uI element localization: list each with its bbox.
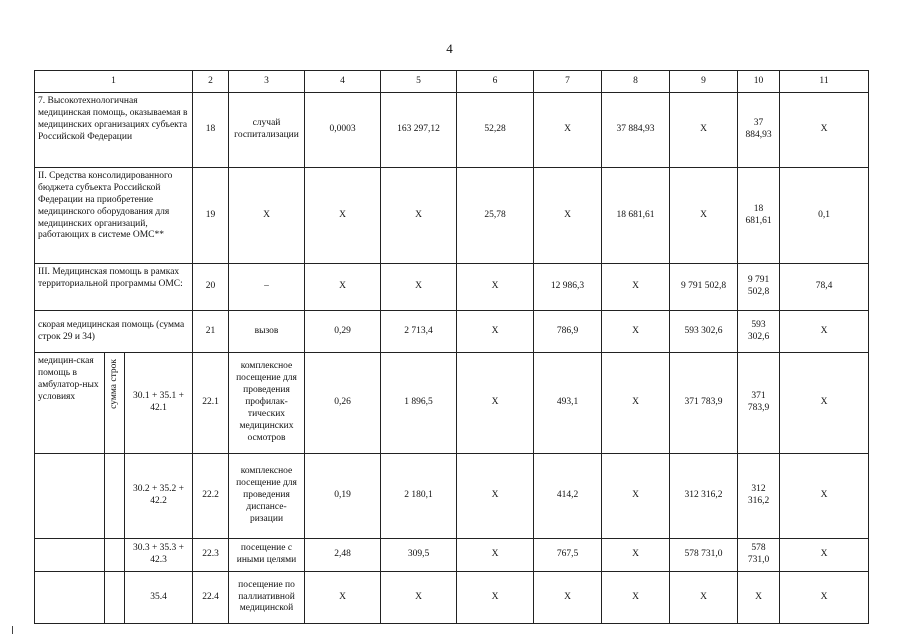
value-cell: X — [305, 264, 381, 311]
value-cell: 0,26 — [305, 353, 381, 454]
value-cell: 0,0003 — [305, 93, 381, 168]
value-cell: 18 681,61 — [738, 168, 780, 264]
value-cell: 12 986,3 — [534, 264, 602, 311]
value-cell: X — [602, 572, 670, 624]
row-name: III. Медицинская помощь в рамках территориальной программы ОМС: — [35, 264, 193, 311]
value-cell: 18 681,61 — [602, 168, 670, 264]
value-cell: X — [780, 539, 869, 572]
scan-mark — [12, 626, 13, 634]
unit-cell: случай госпитализации — [229, 93, 305, 168]
header-cell: 6 — [457, 71, 534, 93]
value-cell: 163 297,12 — [381, 93, 457, 168]
value-cell: X — [457, 264, 534, 311]
value-cell: 786,9 — [534, 311, 602, 353]
value-cell: 9 791 502,8 — [670, 264, 738, 311]
value-cell: X — [670, 572, 738, 624]
header-cell: 8 — [602, 71, 670, 93]
medical-care-table — [34, 70, 869, 624]
unit-cell: посещение по паллиативной медицинской — [229, 572, 305, 624]
formula-cell: 35.4 — [125, 572, 193, 624]
sum-label: сумма строк — [108, 359, 119, 409]
value-cell: 593 302,6 — [670, 311, 738, 353]
value-cell: 371 783,9 — [670, 353, 738, 454]
value-cell: 0,29 — [305, 311, 381, 353]
value-cell: X — [780, 311, 869, 353]
value-cell: X — [602, 454, 670, 539]
value-cell: X — [381, 572, 457, 624]
table-row — [35, 264, 869, 311]
value-cell: 0,19 — [305, 454, 381, 539]
page-number: 4 — [446, 41, 453, 56]
value-cell: X — [381, 264, 457, 311]
row-name: II. Средства консолидированного бюджета субъекта Российской Федерации на приобретение медицинского оборудования для медицинских организаций, работающих в системе ОМС** — [35, 168, 193, 264]
value-cell: 37 884,93 — [602, 93, 670, 168]
empty-cell — [35, 454, 105, 539]
line-number: 18 — [193, 93, 229, 168]
empty-cell — [35, 572, 105, 624]
value-cell: X — [534, 168, 602, 264]
row-name: 7. Высокотехнологичная медицинская помощь, оказываемая в медицинских организациях субъекта Российской Федерации — [35, 93, 193, 168]
unit-cell: вызов — [229, 311, 305, 353]
value-cell: X — [780, 572, 869, 624]
unit-cell: – — [229, 264, 305, 311]
value-cell: X — [738, 572, 780, 624]
header-cell: 11 — [780, 71, 869, 93]
value-cell: X — [305, 168, 381, 264]
value-cell: X — [534, 93, 602, 168]
table-row — [35, 572, 869, 624]
line-number: 22.4 — [193, 572, 229, 624]
value-cell: X — [670, 168, 738, 264]
value-cell: X — [457, 311, 534, 353]
empty-cell — [35, 539, 105, 572]
value-cell: X — [602, 353, 670, 454]
value-cell: 37 884,93 — [738, 93, 780, 168]
value-cell: X — [457, 454, 534, 539]
table-row — [35, 168, 869, 264]
value-cell: X — [602, 264, 670, 311]
value-cell: 2 713,4 — [381, 311, 457, 353]
table-row — [35, 454, 869, 539]
header-cell: 1 — [35, 71, 193, 93]
value-cell: X — [457, 353, 534, 454]
empty-cell — [105, 572, 125, 624]
unit-cell: комплексное посещение для проведения профилак-тических медицинских осмотров — [229, 353, 305, 454]
value-cell: 2,48 — [305, 539, 381, 572]
header-cell: 10 — [738, 71, 780, 93]
empty-cell — [105, 454, 125, 539]
value-cell: 593 302,6 — [738, 311, 780, 353]
value-cell: 578 731,0 — [670, 539, 738, 572]
value-cell: 414,2 — [534, 454, 602, 539]
formula-cell: 30.2 + 35.2 + 42.2 — [125, 454, 193, 539]
unit-cell: комплексное посещение для проведения диспансе-ризации — [229, 454, 305, 539]
value-cell: X — [602, 539, 670, 572]
value-cell: 767,5 — [534, 539, 602, 572]
ambulatory-label: медицин-ская помощь в амбулатор-ных условиях — [35, 353, 105, 454]
value-cell: X — [780, 454, 869, 539]
value-cell: X — [381, 168, 457, 264]
value-cell: 312 316,2 — [738, 454, 780, 539]
value-cell: 2 180,1 — [381, 454, 457, 539]
header-cell: 7 — [534, 71, 602, 93]
value-cell: X — [670, 93, 738, 168]
table-row — [35, 353, 869, 454]
header-cell: 2 — [193, 71, 229, 93]
value-cell: X — [780, 93, 869, 168]
line-number: 22.1 — [193, 353, 229, 454]
header-cell: 9 — [670, 71, 738, 93]
empty-cell — [105, 539, 125, 572]
table-row — [35, 311, 869, 353]
value-cell: X — [305, 572, 381, 624]
line-number: 21 — [193, 311, 229, 353]
header-cell: 3 — [229, 71, 305, 93]
unit-cell: посещение с иными целями — [229, 539, 305, 572]
value-cell: 25,78 — [457, 168, 534, 264]
value-cell: 0,1 — [780, 168, 869, 264]
formula-cell: 30.1 + 35.1 + 42.1 — [125, 353, 193, 454]
value-cell: 312 316,2 — [670, 454, 738, 539]
value-cell: 9 791 502,8 — [738, 264, 780, 311]
value-cell: 1 896,5 — [381, 353, 457, 454]
value-cell: X — [457, 539, 534, 572]
unit-cell: X — [229, 168, 305, 264]
table-row — [35, 93, 869, 168]
header-cell: 4 — [305, 71, 381, 93]
header-cell: 5 — [381, 71, 457, 93]
header-row — [35, 71, 869, 93]
sum-label-cell — [105, 353, 125, 454]
value-cell: X — [457, 572, 534, 624]
value-cell: X — [534, 572, 602, 624]
value-cell: X — [780, 353, 869, 454]
value-cell: 52,28 — [457, 93, 534, 168]
value-cell: 578 731,0 — [738, 539, 780, 572]
table-row — [35, 539, 869, 572]
line-number: 20 — [193, 264, 229, 311]
line-number: 22.2 — [193, 454, 229, 539]
line-number: 19 — [193, 168, 229, 264]
value-cell: 493,1 — [534, 353, 602, 454]
value-cell: X — [602, 311, 670, 353]
value-cell: 78,4 — [780, 264, 869, 311]
value-cell: 309,5 — [381, 539, 457, 572]
row-name: скорая медицинская помощь (сумма строк 29 и 34) — [35, 311, 193, 353]
value-cell: 371 783,9 — [738, 353, 780, 454]
formula-cell: 30.3 + 35.3 + 42.3 — [125, 539, 193, 572]
line-number: 22.3 — [193, 539, 229, 572]
